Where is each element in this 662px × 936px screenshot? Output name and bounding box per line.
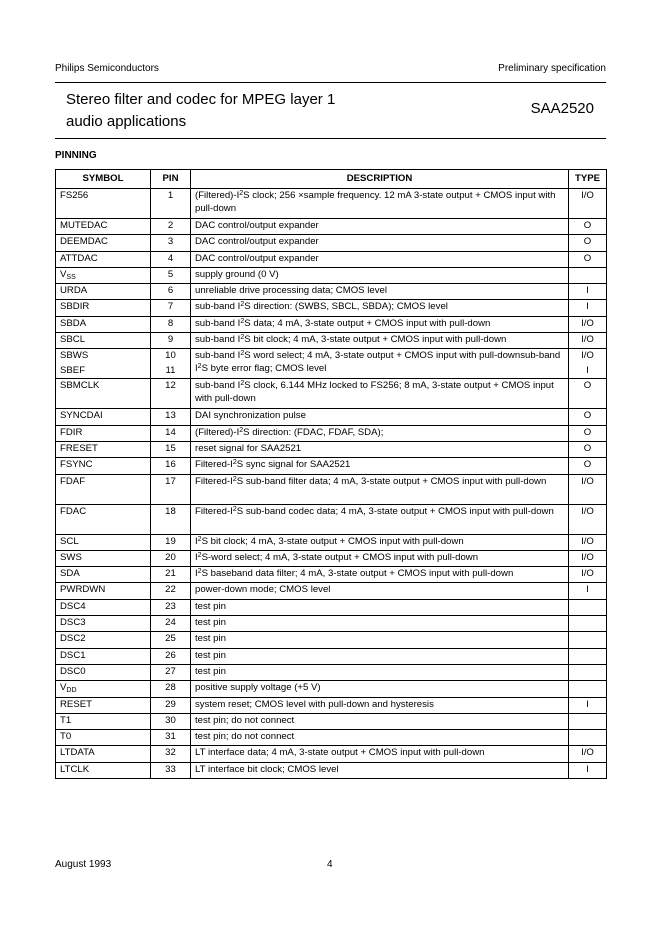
table-row	[56, 333, 607, 349]
cell-type	[569, 648, 607, 664]
cell-description: sub-band $I^2S$ word select; 4 mA, 3-state output + CMOS input with pull-downsub-band $I^2S$ byte error flag; CMOS level	[191, 349, 569, 379]
cell-symbol: ATTDAC	[56, 251, 151, 267]
table-row	[56, 583, 607, 599]
cell-symbol: FSYNC	[56, 458, 151, 474]
cell-type: I/O	[569, 474, 607, 504]
cell-type: O	[569, 441, 607, 457]
cell-type: I/O	[569, 746, 607, 762]
table-row	[56, 235, 607, 251]
table-row	[56, 474, 607, 504]
cell-pin: 4	[151, 251, 191, 267]
cell-type	[569, 664, 607, 680]
table-row	[56, 730, 607, 746]
cell-description: $I^2S$ bit clock; 4 mA, 3-state output + CMOS input with pull-down	[191, 534, 569, 550]
cell-description: positive supply voltage (+5 V)	[191, 681, 569, 697]
cell-pin: 8	[151, 316, 191, 332]
cell-pin-line: 11	[165, 365, 176, 377]
cell-symbol: PWRDWN	[56, 583, 151, 599]
cell-type: I/O	[569, 550, 607, 566]
table-row	[56, 504, 607, 534]
cell-pin: 6	[151, 284, 191, 300]
cell-symbol: SBDA	[56, 316, 151, 332]
cell-type: I/O	[569, 567, 607, 583]
cell-description: LT interface data; 4 mA, 3-state output + CMOS input with pull-down	[191, 746, 569, 762]
cell-pin: 9	[151, 333, 191, 349]
cell-symbol: SWS	[56, 550, 151, 566]
cell-description: power-down mode; CMOS level	[191, 583, 569, 599]
table-row	[56, 349, 607, 379]
cell-symbol: SDA	[56, 567, 151, 583]
cell-description: DAC control/output expander	[191, 235, 569, 251]
cell-description: reset signal for SAA2521	[191, 441, 569, 457]
cell-type: I	[569, 284, 607, 300]
table-body	[56, 189, 607, 779]
part-number: SAA2520	[530, 100, 594, 117]
cell-type: I	[569, 697, 607, 713]
cell-type: O	[569, 379, 607, 409]
document-type: Preliminary specification	[498, 63, 606, 74]
cell-pin: 21	[151, 567, 191, 583]
cell-symbol: LTCLK	[56, 762, 151, 778]
cell-pin: 13	[151, 409, 191, 425]
cell-description: LT interface bit clock; CMOS level	[191, 762, 569, 778]
cell-symbol: DSC4	[56, 599, 151, 615]
table-row	[56, 219, 607, 235]
table-row	[56, 681, 607, 697]
header-rule-top	[55, 82, 606, 83]
cell-description: test pin	[191, 632, 569, 648]
cell-type-line: I	[586, 365, 589, 377]
cell-symbol: SBMCLK	[56, 379, 151, 409]
cell-pin: 19	[151, 534, 191, 550]
cell-description: sub-band $I^2S$ data; 4 mA, 3-state output + CMOS input with pull-down	[191, 316, 569, 332]
cell-description: $(Filtered)-I^2S$ direction: (FDAC, FDAF, SDA);	[191, 425, 569, 441]
cell-description: $I^2S$-word select; 4 mA, 3-state output + CMOS input with pull-down	[191, 550, 569, 566]
cell-type	[569, 267, 607, 283]
cell-pin: 32	[151, 746, 191, 762]
table-row	[56, 251, 607, 267]
title-line-1: Stereo filter and codec for MPEG layer 1	[66, 91, 336, 108]
table-row	[56, 379, 607, 409]
cell-symbol: FDIR	[56, 425, 151, 441]
column-header-symbol: SYMBOL	[56, 170, 151, 189]
cell-description: test pin; do not connect	[191, 730, 569, 746]
cell-pin: 16	[151, 458, 191, 474]
cell-symbol: FRESET	[56, 441, 151, 457]
cell-description: sub-band $I^2S$ direction: (SWBS, SBCL, SBDA); CMOS level	[191, 300, 569, 316]
cell-type: I/O	[569, 333, 607, 349]
table-row	[56, 746, 607, 762]
cell-symbol-line: SBEF	[60, 365, 86, 377]
table-row	[56, 664, 607, 680]
cell-description: unreliable drive processing data; CMOS level	[191, 284, 569, 300]
table-row	[56, 300, 607, 316]
cell-description: DAC control/output expander	[191, 251, 569, 267]
cell-type	[569, 632, 607, 648]
cell-description: Filtered-$I^2S$ sync signal for SAA2521	[191, 458, 569, 474]
table-row	[56, 534, 607, 550]
cell-symbol	[56, 349, 151, 379]
cell-type	[569, 681, 607, 697]
cell-symbol: T0	[56, 730, 151, 746]
header-rule-bottom	[55, 138, 606, 139]
cell-pin: 12	[151, 379, 191, 409]
table-row	[56, 632, 607, 648]
cell-type: I/O	[569, 316, 607, 332]
table-row	[56, 762, 607, 778]
cell-symbol: FS256	[56, 189, 151, 219]
table-row	[56, 425, 607, 441]
table-row	[56, 189, 607, 219]
column-header-description: DESCRIPTION	[191, 170, 569, 189]
pinning-table	[55, 169, 607, 779]
cell-description: DAC control/output expander	[191, 219, 569, 235]
cell-pin: 31	[151, 730, 191, 746]
cell-type: I/O	[569, 504, 607, 534]
cell-type	[569, 730, 607, 746]
cell-type: O	[569, 409, 607, 425]
cell-pin: 2	[151, 219, 191, 235]
table-header-row	[56, 170, 607, 189]
cell-description: $I^2S$ baseband data filter; 4 mA, 3-state output + CMOS input with pull-down	[191, 567, 569, 583]
cell-pin: 7	[151, 300, 191, 316]
table-row	[56, 599, 607, 615]
cell-symbol: SBDIR	[56, 300, 151, 316]
cell-pin: 30	[151, 713, 191, 729]
title-line-2: audio applications	[66, 113, 187, 130]
column-header-type: TYPE	[569, 170, 607, 189]
cell-symbol: DEEMDAC	[56, 235, 151, 251]
cell-description: system reset; CMOS level with pull-down and hysteresis	[191, 697, 569, 713]
table-row	[56, 697, 607, 713]
cell-type: O	[569, 219, 607, 235]
cell-symbol: FDAF	[56, 474, 151, 504]
cell-type: I/O	[569, 189, 607, 219]
cell-type: I/O	[569, 534, 607, 550]
cell-pin: 26	[151, 648, 191, 664]
cell-type-line: I/O	[581, 350, 594, 362]
cell-description: Filtered-$I^2S$ sub-band codec data; 4 mA, 3-state output + CMOS input with pull-down	[191, 504, 569, 534]
cell-type: I	[569, 300, 607, 316]
cell-description: test pin; do not connect	[191, 713, 569, 729]
cell-pin: 17	[151, 474, 191, 504]
cell-type: I	[569, 583, 607, 599]
cell-pin: 22	[151, 583, 191, 599]
cell-pin	[151, 349, 191, 379]
page-number: 4	[327, 859, 333, 870]
cell-description: test pin	[191, 664, 569, 680]
cell-pin: 5	[151, 267, 191, 283]
company-name: Philips Semiconductors	[55, 63, 159, 74]
cell-pin: 1	[151, 189, 191, 219]
cell-symbol: RESET	[56, 697, 151, 713]
table-row	[56, 713, 607, 729]
cell-type: O	[569, 458, 607, 474]
cell-symbol: SBCL	[56, 333, 151, 349]
cell-pin: 33	[151, 762, 191, 778]
cell-symbol: DSC3	[56, 616, 151, 632]
cell-type: O	[569, 425, 607, 441]
cell-symbol: LTDATA	[56, 746, 151, 762]
table-row	[56, 616, 607, 632]
cell-description: supply ground (0 V)	[191, 267, 569, 283]
cell-pin: 27	[151, 664, 191, 680]
cell-type	[569, 616, 607, 632]
cell-symbol: MUTEDAC	[56, 219, 151, 235]
cell-symbol: $V_{DD}$	[56, 681, 151, 697]
cell-pin: 24	[151, 616, 191, 632]
cell-description: $(Filtered)-I^2S$ clock; 256 ×sample frequency. 12 mA 3-state output + CMOS input with pull-down	[191, 189, 569, 219]
cell-symbol-line: SBWS	[60, 350, 89, 362]
table-row	[56, 284, 607, 300]
cell-symbol: SCL	[56, 534, 151, 550]
cell-symbol: T1	[56, 713, 151, 729]
cell-description: DAI synchronization pulse	[191, 409, 569, 425]
table-row	[56, 550, 607, 566]
cell-pin: 28	[151, 681, 191, 697]
cell-pin: 29	[151, 697, 191, 713]
cell-description: test pin	[191, 616, 569, 632]
table-row	[56, 409, 607, 425]
cell-type	[569, 713, 607, 729]
cell-description: Filtered-$I^2S$ sub-band filter data; 4 mA, 3-state output + CMOS input with pull-down	[191, 474, 569, 504]
cell-type: O	[569, 235, 607, 251]
cell-symbol: DSC1	[56, 648, 151, 664]
table-row	[56, 567, 607, 583]
cell-pin: 15	[151, 441, 191, 457]
column-header-pin: PIN	[151, 170, 191, 189]
cell-pin: 20	[151, 550, 191, 566]
cell-type	[569, 349, 607, 379]
cell-description: sub-band $I^2S$ bit clock; 4 mA, 3-state output + CMOS input with pull-down	[191, 333, 569, 349]
cell-pin: 18	[151, 504, 191, 534]
cell-type: O	[569, 251, 607, 267]
cell-symbol: URDA	[56, 284, 151, 300]
cell-symbol: SYNCDAI	[56, 409, 151, 425]
cell-pin: 14	[151, 425, 191, 441]
table-row	[56, 458, 607, 474]
footer-date: August 1993	[55, 859, 112, 870]
cell-symbol: DSC0	[56, 664, 151, 680]
table-row	[56, 316, 607, 332]
cell-description: test pin	[191, 648, 569, 664]
cell-symbol: $V_{SS}$	[56, 267, 151, 283]
cell-type	[569, 599, 607, 615]
cell-pin: 23	[151, 599, 191, 615]
table-row	[56, 441, 607, 457]
cell-type: I	[569, 762, 607, 778]
cell-pin: 3	[151, 235, 191, 251]
cell-description: sub-band $I^2S$ clock, 6.144 MHz locked to FS256; 8 mA, 3-state output + CMOS input with pull-down	[191, 379, 569, 409]
cell-description: test pin	[191, 599, 569, 615]
document-title	[66, 89, 335, 133]
cell-symbol: FDAC	[56, 504, 151, 534]
cell-pin: 25	[151, 632, 191, 648]
table-row	[56, 648, 607, 664]
cell-symbol: DSC2	[56, 632, 151, 648]
table-row	[56, 267, 607, 283]
section-title: PINNING	[55, 150, 97, 161]
cell-pin-line: 10	[165, 350, 176, 362]
